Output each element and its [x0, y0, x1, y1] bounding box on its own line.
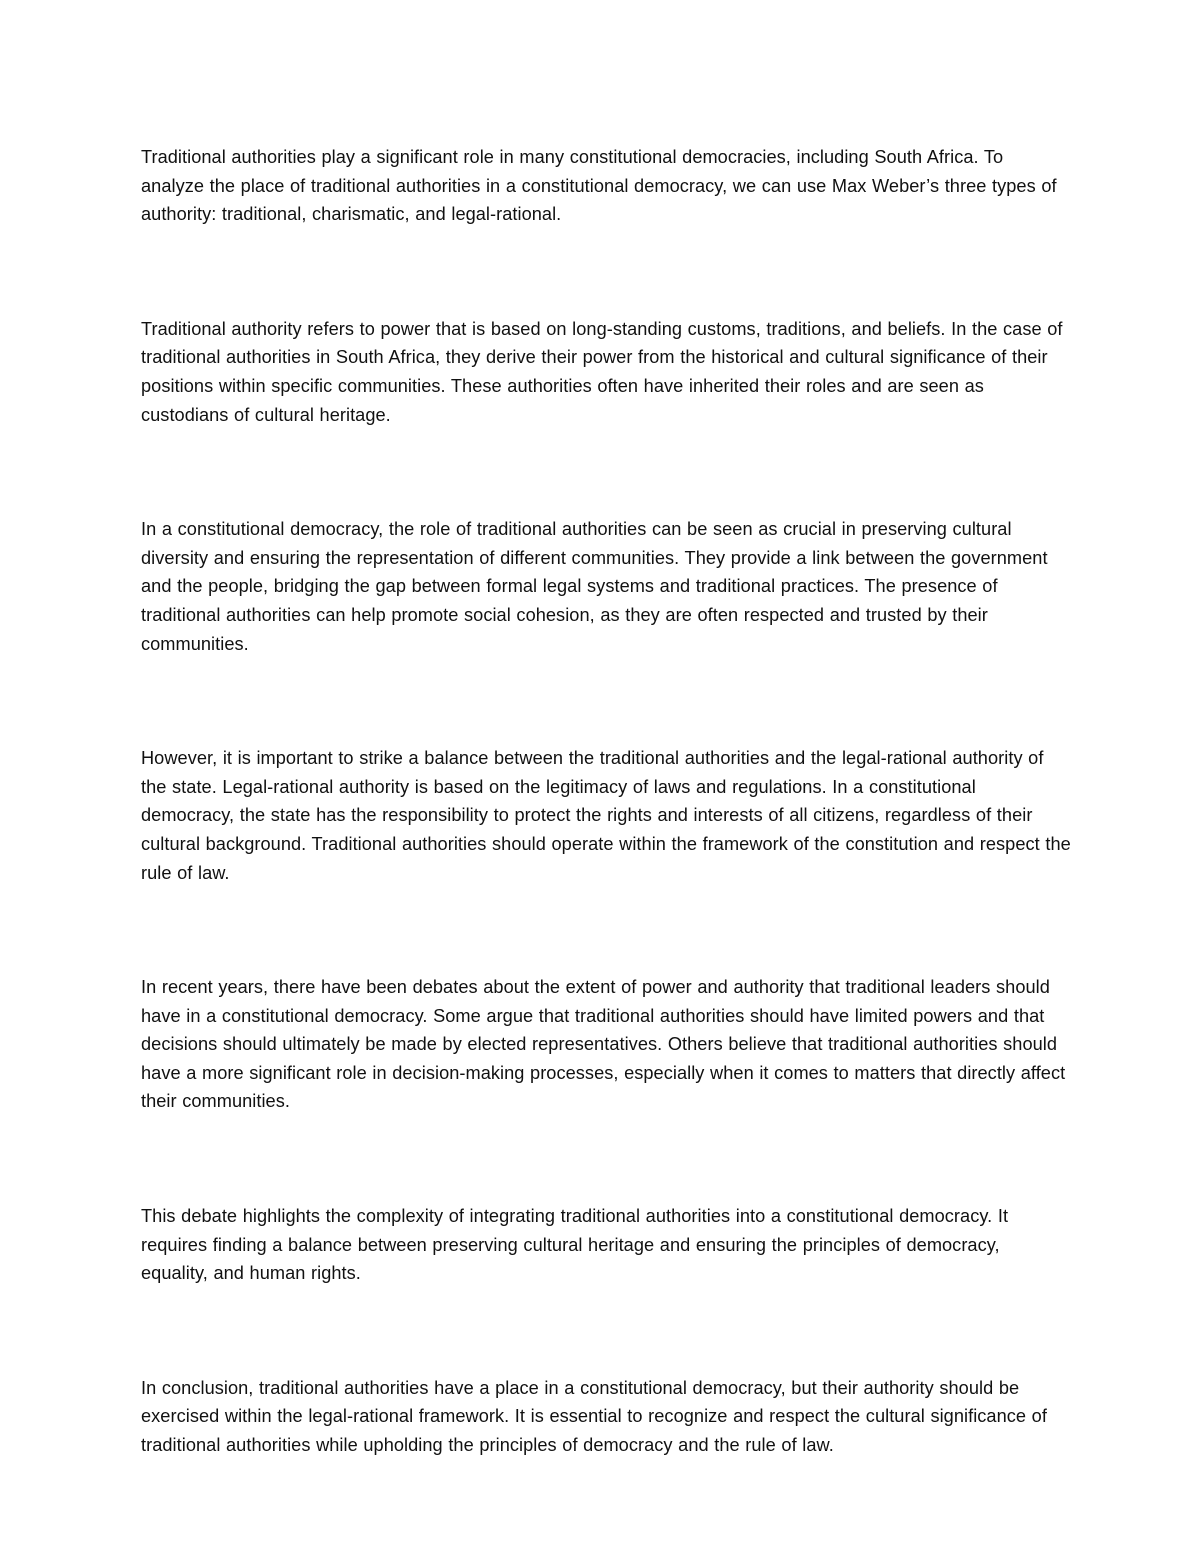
paragraph-traditional-authority: Traditional authority refers to power that is based on long-standing customs, traditions, and beliefs. In the case of traditional authorities in South Africa, they derive their power from the historical and cultural significance of their positions within specific communities. These authorities often have inherited their roles and are seen as custodians of cultural heritage.: [141, 318, 1063, 425]
document-body: [141, 143, 1071, 1460]
paragraph-complexity: This debate highlights the complexity of integrating traditional authorities into a constitutional democracy. It requires finding a balance between preserving cultural heritage and ensuring the principles of democracy, equality, and human rights.: [141, 1206, 1009, 1284]
paragraph-conclusion: In conclusion, traditional authorities have a place in a constitutional democracy, but their authority should be exercised within the legal-rational framework. It is essential to recognize and respect the cultural significance of traditional authorities while upholding the principles of democracy and the rule of law.: [141, 1377, 1047, 1456]
paragraph-balance: However, it is important to strike a balance between the traditional authorities and the legal-rational authority of the state. Legal-rational authority is based on the legitimacy of laws and regulations. In a constitutional democracy, the state has the responsibility to protect the rights and interests of all citizens, regardless of their cultural background. Traditional authorities should operate within the framework of the constitution and respect the rule of law.: [141, 748, 1071, 883]
paragraph-role-in-democracy: In a constitutional democracy, the role of traditional authorities can be seen as crucial in preserving cultural diversity and ensuring the representation of different communities. They provide a link between the government and the people, bridging the gap between formal legal systems and traditional practices. The presence of traditional authorities can help promote social cohesion, as they are often respected and trusted by their communities.: [141, 519, 1048, 654]
paragraph-intro: Traditional authorities play a significant role in many constitutional democracies, including South Africa. To analyze the place of traditional authorities in a constitutional democracy, we can use Max Weber’s three types of authority: traditional, charismatic, and legal-rational.: [141, 147, 1057, 225]
paragraph-debates: In recent years, there have been debates about the extent of power and authority that traditional leaders should have in a constitutional democracy. Some argue that traditional authorities should have limited powers and that decisions should ultimately be made by elected representatives. Others believe that traditional authorities should have a more significant role in decision-making processes, especially when it comes to matters that directly affect their communities.: [141, 977, 1066, 1112]
